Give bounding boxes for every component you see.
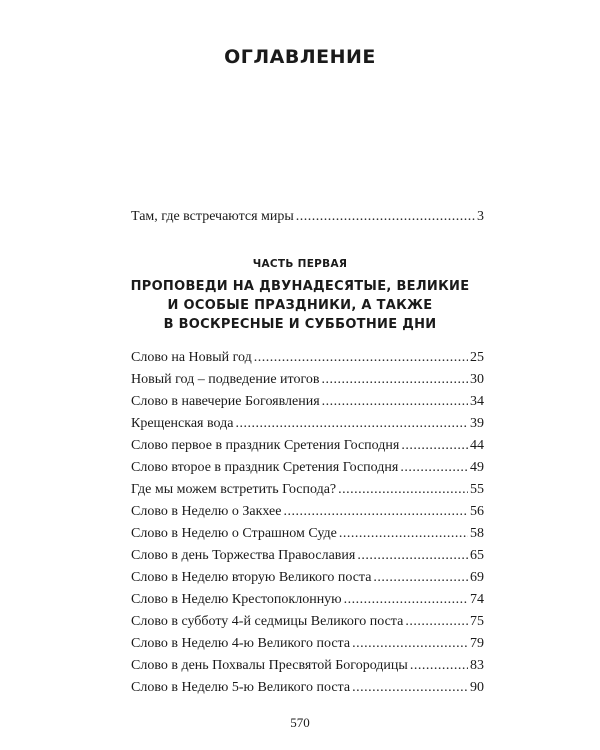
toc-entry: [131, 677, 484, 699]
toc-entry-label: Там, где встречаются миры: [131, 209, 294, 224]
toc-entry-label: Слово в Неделю вторую Великого поста: [131, 570, 372, 585]
toc-entry: [131, 523, 484, 545]
part-title: [0, 277, 600, 334]
toc-leader-dots: [322, 391, 468, 413]
toc-entry-page: 56: [470, 504, 484, 519]
toc-entry: [131, 545, 484, 567]
toc-entry: [131, 435, 484, 457]
toc-entry-page: 65: [470, 548, 484, 563]
toc-entry-page: 34: [470, 394, 484, 409]
toc-leader-dots: [401, 435, 468, 457]
toc-entry: [131, 567, 484, 589]
page-number: 570: [290, 715, 310, 730]
toc-entry-page: 69: [470, 570, 484, 585]
toc-leader-dots: [352, 677, 468, 699]
toc-entry-intro: [131, 208, 484, 226]
toc-entry: [131, 611, 484, 633]
toc-entry: [131, 347, 484, 369]
toc-entry-page: 90: [470, 680, 484, 695]
toc-leader-dots: [338, 479, 468, 501]
toc-entry-label: Слово в Неделю 4-ю Великого поста: [131, 636, 351, 651]
toc-entry-label: Слово в день Похвалы Пресвятой Богородицы: [131, 658, 408, 673]
toc-leader-dots: [321, 369, 468, 391]
toc-entry-page: 30: [470, 372, 484, 387]
toc-entry: [131, 501, 484, 523]
toc-entry-page: 58: [470, 526, 484, 541]
toc-entry: [131, 413, 484, 435]
toc-leader-dots: [410, 655, 468, 677]
toc-entry: [131, 457, 484, 479]
toc-entries-list: [0, 347, 600, 699]
toc-leader-dots: [405, 611, 468, 633]
toc-leader-dots: [235, 413, 468, 435]
toc-entry-page: 75: [470, 614, 484, 629]
page-title: ОГЛАВЛЕНИЕ: [224, 46, 376, 68]
toc-entry: [131, 479, 484, 501]
part-title-line: И ОСОБЫЕ ПРАЗДНИКИ, А ТАКЖЕ: [167, 298, 433, 313]
toc-leader-dots: [254, 347, 468, 369]
toc-entry-label: Слово в Неделю о Закхее: [131, 504, 282, 519]
toc-entry-page: 83: [470, 658, 484, 673]
toc-entry-label: Слово в Неделю 5-ю Великого поста: [131, 680, 351, 695]
toc-entry-page: 39: [470, 416, 484, 431]
part-title-line: ПРОПОВЕДИ НА ДВУНАДЕСЯТЫЕ, ВЕЛИКИЕ: [130, 279, 470, 294]
toc-entry-label: Слово первое в праздник Сретения Господня: [131, 438, 400, 453]
toc-leader-dots: [296, 208, 475, 226]
toc-entry: [131, 589, 484, 611]
toc-entry: [131, 369, 484, 391]
toc-entry-label: Слово в день Торжества Православия: [131, 548, 356, 563]
toc-entry-page: 74: [470, 592, 484, 607]
toc-entry-label: Слово в Неделю о Страшном Суде: [131, 526, 337, 541]
toc-entry-label: Крещенская вода: [131, 416, 234, 431]
toc-entry: [131, 391, 484, 413]
toc-leader-dots: [357, 545, 468, 567]
toc-entry-page: 3: [477, 209, 484, 224]
part-label: ЧАСТЬ ПЕРВАЯ: [252, 258, 348, 270]
toc-entry-label: Где мы можем встретить Господа?: [131, 482, 337, 497]
toc-entry-label: Слово в Неделю Крестопоклонную: [131, 592, 342, 607]
toc-entry-label: Слово на Новый год: [131, 350, 252, 365]
toc-leader-dots: [352, 633, 468, 655]
toc-entry-label: Новый год – подведение итогов: [131, 372, 320, 387]
toc-entry-page: 25: [470, 350, 484, 365]
toc-entry-label: Слово в навечерие Богоявления: [131, 394, 320, 409]
toc-entry-label: Слово в субботу 4-й седмицы Великого поста: [131, 614, 404, 629]
toc-entry-page: 44: [470, 438, 484, 453]
toc-leader-dots: [339, 523, 468, 545]
toc-leader-dots: [283, 501, 468, 523]
toc-entry: [131, 633, 484, 655]
toc-leader-dots: [373, 567, 468, 589]
toc-entry-page: 55: [470, 482, 484, 497]
toc-entry-page: 79: [470, 636, 484, 651]
toc-leader-dots: [400, 457, 468, 479]
toc-leader-dots: [344, 589, 468, 611]
toc-entry: [131, 655, 484, 677]
toc-entry-label: Слово второе в праздник Сретения Господня: [131, 460, 399, 475]
part-title-line: В ВОСКРЕСНЫЕ И СУББОТНИЕ ДНИ: [163, 317, 437, 332]
toc-entry-page: 49: [470, 460, 484, 475]
